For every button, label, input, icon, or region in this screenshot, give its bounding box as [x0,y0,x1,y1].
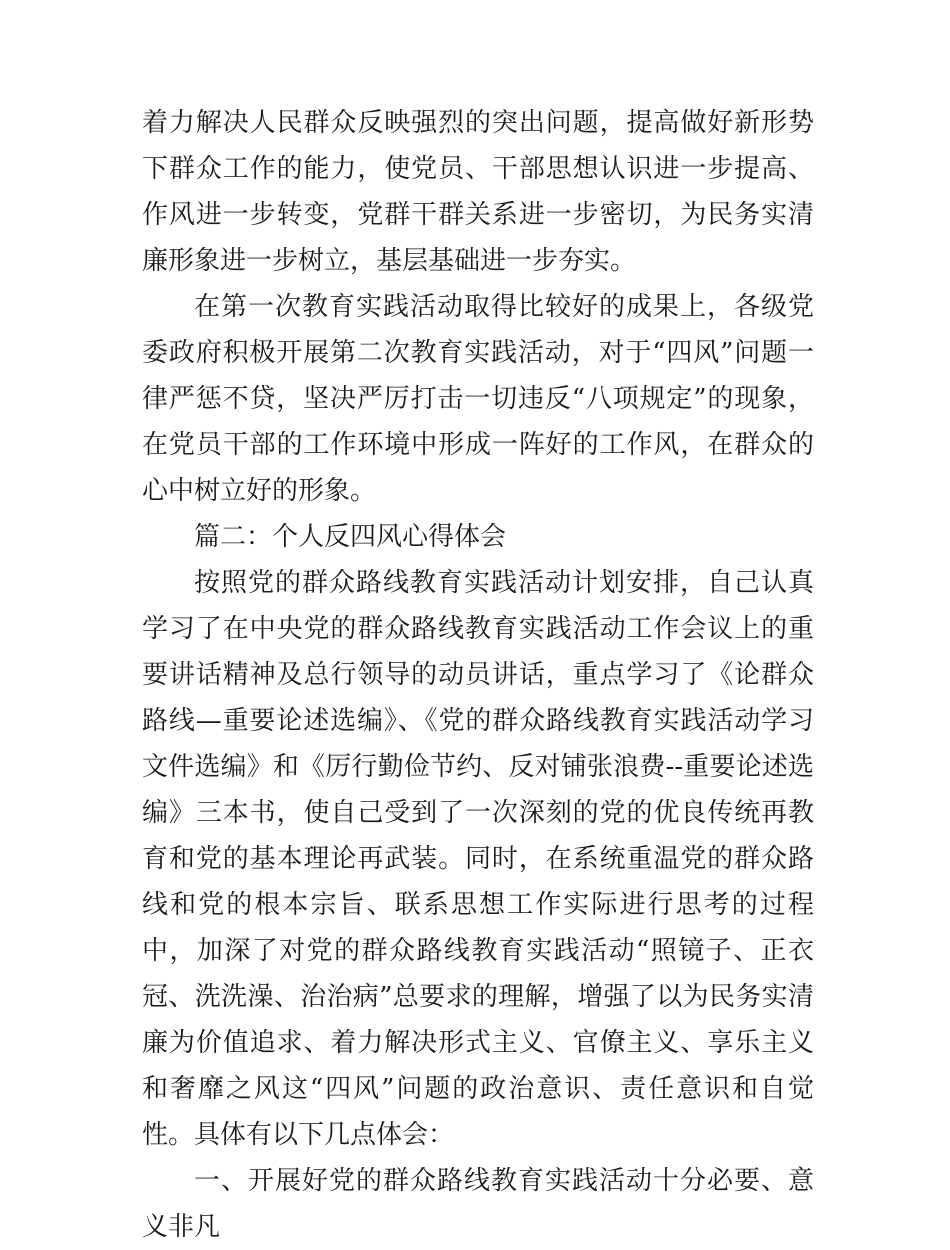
paragraph-continuation: 着力解决人民群众反映强烈的突出问题，提高做好新形势下群众工作的能力，使党员、干部思想认识进一步提高、作风进一步转变，党群干群关系进一步密切，为民务实清廉形象进一步树立，基层基础进一步夯实。 [142,108,814,276]
paragraph-study-notes: 按照党的群众路线教育实践活动计划安排，自己认真学习了在中央党的群众路线教育实践活动工作会议上的重要讲话精神及总行领导的动员讲话，重点学习了《论群众路线—重要论述选编》、《党的群众路线教育实践活动学习文件选编》和《厉行勤俭节约、反对铺张浪费--重要论述选编》三本书，使自己受到了一次深刻的党的优良传统再教育和党的基本理论再武装。同时，在系统重温党的群众路线和党的根本宗旨、联系思想工作实际进行思考的过程中，加深了对党的群众路线教育实践活动“照镜子、正衣冠、洗洗澡、治治病”总要求的理解，增强了以为民务实清廉为价值追求、着力解决形式主义、官僚主义、享乐主义和奢靡之风这“四风”问题的政治意识、责任意识和自觉性。具体有以下几点体会： [142,568,814,1150]
paragraph-second-activity: 在第一次教育实践活动取得比较好的成果上，各级党委政府积极开展第二次教育实践活动，对于“四风”问题一律严惩不贷，坚决严厉打击一切违反“八项规定”的现象，在党员干部的工作环境中形成一阵好的工作风，在群众的心中树立好的形象。 [142,292,814,506]
document-body [142,100,814,1250]
point-one-heading: 一、开展好党的群众路线教育实践活动十分必要、意义非凡 [142,1166,814,1242]
section-heading: 篇二：个人反四风心得体会 [194,522,507,552]
